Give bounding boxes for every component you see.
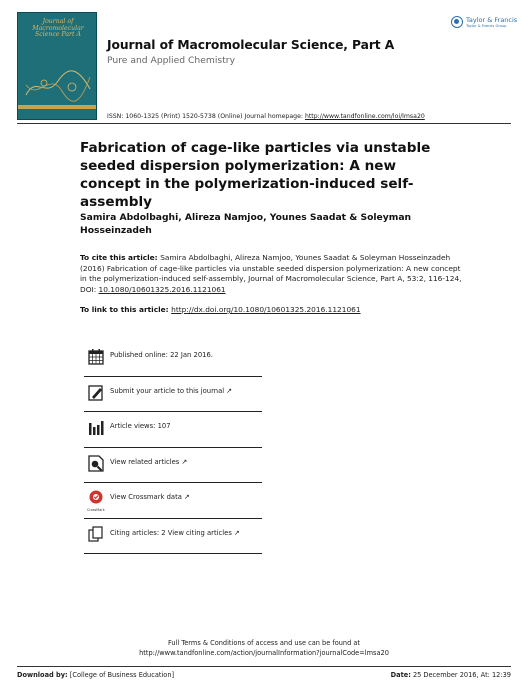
external-link-icon: ↗ bbox=[181, 457, 188, 466]
publisher-tagline: Taylor & Francis Group bbox=[466, 24, 507, 28]
cover-strip bbox=[18, 105, 96, 109]
external-link-icon: ↗ bbox=[226, 386, 233, 395]
download-date bbox=[391, 671, 511, 679]
citation-label: To cite this article: bbox=[80, 253, 161, 262]
journal-cover-image bbox=[17, 12, 97, 120]
terms-and-conditions bbox=[0, 639, 528, 658]
related-articles-link[interactable] bbox=[110, 458, 187, 466]
magnifier-icon bbox=[88, 455, 104, 472]
citing-articles-row[interactable] bbox=[84, 519, 262, 555]
bar-chart-icon bbox=[88, 419, 104, 436]
download-value: [College of Business Education] bbox=[67, 671, 175, 679]
crossmark-link[interactable] bbox=[110, 493, 190, 501]
article-views-row bbox=[84, 412, 262, 448]
publisher-logo[interactable] bbox=[451, 14, 518, 34]
article-authors: Samira Abdolbaghi, Alireza Namjoo, Younes Saadat & Soleyman Hosseinzadeh bbox=[80, 212, 412, 236]
submit-article-link[interactable] bbox=[110, 387, 232, 395]
submit-article-text: Submit your article to this journal bbox=[110, 386, 225, 395]
calendar-icon bbox=[88, 348, 104, 365]
link-label: To link to this article: bbox=[80, 305, 172, 314]
terms-line-1: Full Terms & Conditions of access and use can be found at bbox=[167, 639, 361, 647]
issn-line bbox=[107, 113, 425, 120]
issn-text: ISSN: 1060-1325 (Print) 1520-5738 (Online) Journal homepage: bbox=[107, 113, 305, 120]
published-online-text: Published online: 22 Jan 2016. bbox=[110, 351, 213, 359]
citing-articles-link[interactable] bbox=[110, 529, 240, 537]
cover-artwork bbox=[24, 65, 92, 103]
related-articles-text: View related articles bbox=[110, 457, 180, 466]
article-title: Fabrication of cage-like particles via unstable seeded dispersion polymerization: A new concept in the polymerization-induced self-assembly bbox=[80, 140, 431, 210]
external-link-icon: ↗ bbox=[233, 528, 240, 537]
cover-title: Journal of Macromolecular Science Part A bbox=[32, 18, 84, 39]
pencil-icon bbox=[88, 384, 104, 401]
downloaded-by bbox=[17, 671, 174, 679]
crossmark-icon bbox=[88, 490, 104, 507]
article-url-link[interactable]: http://dx.doi.org/10.1080/10601325.2016.1121061 bbox=[171, 305, 361, 314]
link-to-article bbox=[80, 305, 361, 314]
article-views-text: Article views: 107 bbox=[110, 422, 171, 430]
header-divider bbox=[17, 123, 511, 124]
citation-text: Samira Abdolbaghi, Alireza Namjoo, Younes Saadat & Soleyman Hosseinzadeh (2016) Fabrication of cage-like particles via unstable seeded dispersion polymerization: A new concept in the polymerization-induced self-assembly, Journal of Macromolecular Science, Part A, 53:2, 116-124, DOI: bbox=[80, 253, 462, 294]
download-label: Download by: bbox=[17, 671, 68, 679]
publisher-name: Taylor & Francis bbox=[466, 16, 518, 24]
crossmark-icon-label: CrossMark bbox=[87, 508, 105, 512]
date-value: 25 December 2016, At: 12:39 bbox=[410, 671, 511, 679]
citing-articles-text: Citing articles: 2 View citing articles bbox=[110, 528, 232, 537]
submit-article-row[interactable] bbox=[84, 377, 262, 413]
published-online-row bbox=[84, 341, 262, 377]
publisher-logo-icon bbox=[451, 16, 463, 28]
footer-divider bbox=[17, 666, 511, 667]
related-articles-row[interactable] bbox=[84, 448, 262, 484]
terms-url-link[interactable]: http://www.tandfonline.com/action/journalInformation?journalCode=lmsa20 bbox=[139, 648, 389, 657]
journal-subtitle: Pure and Applied Chemistry bbox=[107, 55, 236, 66]
citation-block bbox=[80, 253, 465, 295]
external-link-icon: ↗ bbox=[183, 493, 190, 501]
doi-link[interactable]: 10.1080/10601325.2016.1121061 bbox=[98, 284, 226, 294]
copy-icon bbox=[88, 526, 104, 543]
article-info-list bbox=[84, 341, 262, 554]
crossmark-row[interactable] bbox=[84, 483, 262, 519]
crossmark-text: View Crossmark data bbox=[110, 493, 182, 501]
journal-title: Journal of Macromolecular Science, Part A bbox=[107, 38, 395, 52]
date-label: Date: bbox=[390, 671, 411, 679]
journal-homepage-link[interactable]: http://www.tandfonline.com/loi/lmsa20 bbox=[304, 113, 425, 120]
